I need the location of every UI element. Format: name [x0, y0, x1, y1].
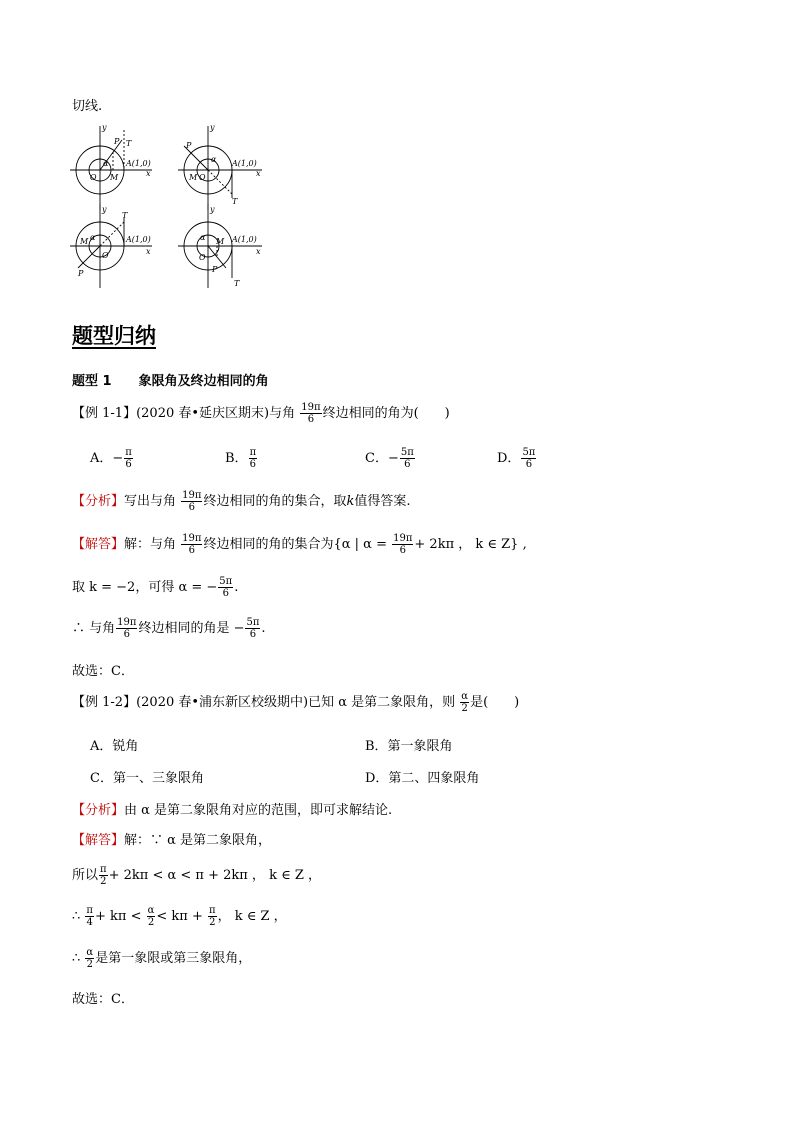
fig2-M: M	[189, 173, 198, 182]
ex2-answer-line3: ∴ $\frac{\alpha}{2}$ 是第一象限或第三象限角，	[72, 947, 252, 970]
ex2-analysis: 【分析】由 α 是第二象限角对应的范围，即可求解结论.	[72, 803, 393, 818]
fig4-O: O	[199, 253, 206, 262]
ex1-option-c: C．− $\frac{5\pi}{6}$	[365, 447, 414, 470]
ex1-q-post: 终边相同的角为( )	[322, 406, 450, 421]
ex1-fraction: $\frac{19\pi}{6}$	[301, 402, 321, 425]
ex1-option-b: B． $\frac{\pi}{6}$	[225, 447, 257, 470]
type1-heading	[72, 370, 269, 389]
ex1-answer-tag: 【解答】	[72, 537, 125, 552]
ex1-analysis-tag: 【分析】	[72, 494, 125, 509]
fig4-M: M	[216, 237, 225, 246]
fig1-y: y	[102, 123, 107, 132]
fig3-alpha: α	[90, 233, 96, 242]
fig3-O: O	[102, 251, 109, 260]
ex1-question	[72, 402, 450, 425]
ex2-option-c: C．第一、三象限角	[90, 771, 204, 786]
type1-title: 象限角及终边相同的角	[138, 374, 269, 389]
ex2-option-d: D．第二、四象限角	[365, 771, 480, 786]
fig3-A: A(1,0)	[126, 235, 151, 244]
ex1-answer: 【解答】解：与角 $\frac{19\pi}{6}$ 终边相同的角的集合为{α | α = $\frac{19\pi}{6}$ + 2kπ ， k ∈ Z} ,	[72, 533, 527, 556]
ex2-answer-tag: 【解答】	[72, 833, 125, 848]
fig1-x: x	[146, 169, 151, 178]
fig1-M: M	[110, 173, 119, 182]
fig2-y: y	[210, 123, 215, 132]
fig3-y: y	[102, 205, 107, 214]
ex2-analysis-tag: 【分析】	[72, 803, 125, 818]
ex2-answer-line1: 所以 $\frac{\pi}{2}$ + 2kπ < α < π + 2kπ ， k ∈ Z ，	[72, 864, 321, 887]
ex1-answer-line2: 取 k = −2，可得 α = − $\frac{5\pi}{6}$ .	[72, 576, 239, 599]
ex1-tag: 【例 1-1】	[72, 406, 137, 421]
fig2-O: O	[199, 173, 206, 182]
unit-circle-figures	[66, 118, 276, 290]
fig2-A: A(1,0)	[232, 159, 257, 168]
fig3-T: T	[122, 211, 128, 220]
fig1-T: T	[126, 139, 132, 148]
fig2-P: P	[186, 141, 192, 150]
ex2-source: (2020 春•浦东新区校级期中)	[136, 695, 309, 710]
figure-quadrant-4	[178, 204, 262, 288]
ex2-option-b: B．第一象限角	[365, 739, 453, 754]
fig4-y: y	[210, 205, 215, 214]
ex1-choice: 故选：C．	[72, 664, 134, 679]
ex1-answer-line3: ∴ 与角 $\frac{19\pi}{6}$ 终边相同的角是 − $\frac{5\pi}{6}$ .	[72, 617, 266, 640]
fig2-x: x	[256, 169, 261, 178]
ex1-analysis: 【分析】写出与角 $\frac{19\pi}{6}$ 终边相同的角的集合，取k值得答案.	[72, 490, 411, 513]
ex1-option-a: A．− $\frac{\pi}{6}$	[90, 447, 132, 470]
fig1-P: P	[114, 137, 120, 146]
fig1-O: O	[90, 173, 97, 182]
figure-quadrant-2	[178, 126, 262, 210]
fig3-P: P	[78, 269, 84, 278]
ex1-source: (2020 春•延庆区期末)	[136, 406, 270, 421]
fig1-alpha: α	[103, 159, 109, 168]
ex2-answer-line2: ∴ $\frac{\pi}{4}$ + kπ < $\frac{\alpha}{2}$ < kπ + $\frac{\pi}{2}$ ， k ∈ Z ，	[72, 905, 287, 928]
figure-quadrant-1	[70, 126, 152, 210]
ex2-option-a: A．锐角	[90, 739, 139, 754]
fig4-x: x	[256, 247, 261, 256]
ex2-choice: 故选：C．	[72, 992, 134, 1007]
fig3-x: x	[146, 247, 151, 256]
type1-label: 题型 1	[72, 374, 112, 389]
fig2-alpha: α	[211, 155, 217, 164]
fig3-M: M	[80, 237, 89, 246]
fig4-T: T	[234, 279, 240, 288]
ex1-option-d: D． $\frac{5\pi}{6}$	[497, 447, 536, 470]
ex2-answer: 【解答】解：∵ α 是第二象限角，	[72, 833, 272, 848]
intro-text: 切线.	[72, 99, 103, 114]
section-title: 题型归纳	[72, 324, 156, 348]
fig4-A: A(1,0)	[232, 235, 257, 244]
ex1-q-pre: 与角	[269, 406, 296, 421]
fig4-alpha: α	[200, 233, 206, 242]
ex2-tag: 【例 1-2】	[72, 695, 137, 710]
fig4-P: P	[212, 265, 218, 274]
fig1-A: A(1,0)	[126, 159, 151, 168]
ex2-question: 【例 1-2】(2020 春•浦东新区校级期中)已知 α 是第二象限角，则 $\frac{\alpha}{2}$ 是( )	[72, 691, 520, 714]
fig2-T: T	[232, 197, 238, 206]
